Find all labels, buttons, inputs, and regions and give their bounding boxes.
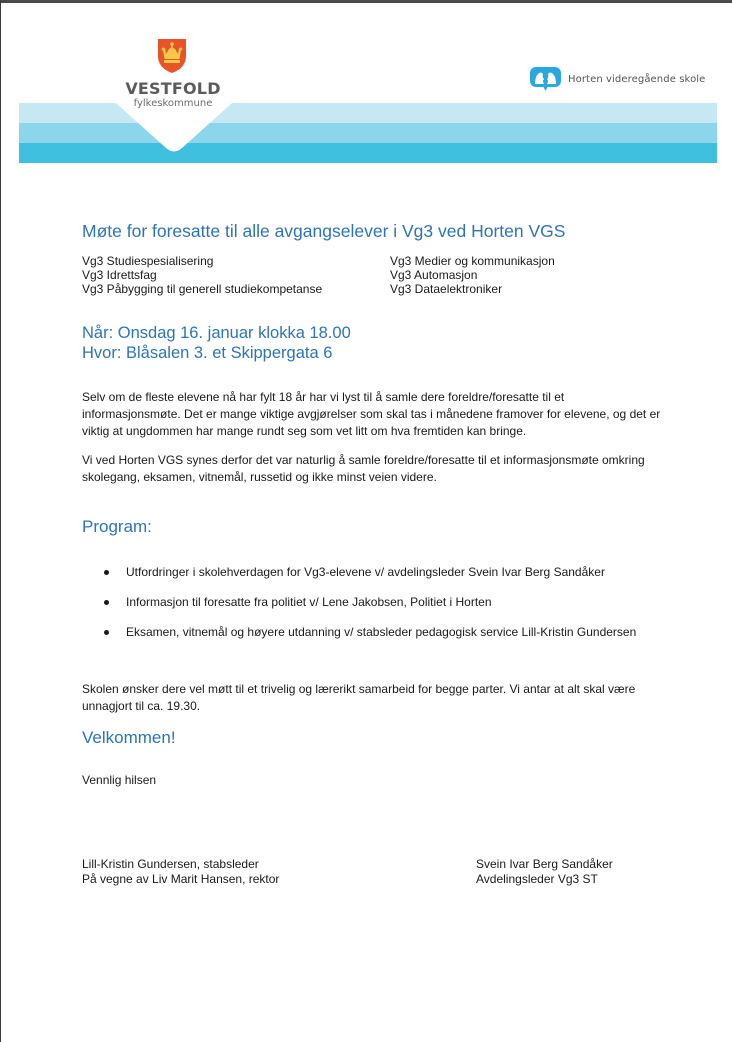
vestfold-subtitle: fylkeskommune	[133, 98, 213, 109]
signature-left	[82, 857, 279, 887]
closing-paragraph: Skolen ønsker dere vel møtt til et trivelig og lærerikt samarbeid for begge parter. Vi antar at alt skal være unnagjort til ca. 19.30.	[82, 682, 636, 713]
signature-line: På vegne av Liv Marit Hansen, rektor	[82, 872, 280, 886]
purpose-paragraph: Vi ved Horten VGS synes derfor det var naturlig å samle foreldre/foresatte til et informasjonsmøte omkring skolegang, eksamen, vitnemål, russetid og ikke minst veien videre.	[82, 453, 645, 484]
meeting-details	[82, 323, 351, 363]
viewer-left-edge	[0, 0, 1, 1042]
intro-paragraph: Selv om de fleste elevene nå har fylt 18 år har vi lyst til å samle dere foreldre/foresatte til et informasjonsmøte. Det er mange viktige avgjørelser som skal tas i månedene framover for elevene, og det er viktig at ungdommen har mange rundt seg som vet litt om hva fremtiden kan bringe.	[82, 390, 661, 438]
program-heading: Program:	[82, 517, 152, 536]
program-item: Vg3 Studiespesialisering	[82, 254, 214, 268]
banner-stripe-dark	[19, 143, 717, 163]
program-item: Vg3 Påbygging til generell studiekompetanse	[82, 282, 323, 296]
program-item: Vg3 Dataelektroniker	[390, 282, 503, 296]
bullet-icon	[104, 600, 109, 605]
agenda-item-text: Utfordringer i skolehverdagen for Vg3-elevene v/ avdelingsleder Svein Ivar Berg Sandåker	[126, 565, 605, 579]
greeting: Vennlig hilsen	[82, 773, 157, 787]
meeting-time: Når: Onsdag 16. januar klokka 18.00	[82, 324, 351, 342]
two-faces-speech-bubble-icon	[529, 66, 562, 92]
program-item: Vg3 Idrettsfag	[82, 268, 157, 282]
agenda-item-text: Eksamen, vitnemål og høyere utdanning v/ stabsleder pedagogisk service Lill-Kristin Gundersen	[126, 625, 637, 639]
bullet-icon	[104, 630, 109, 635]
horten-vgs-logo	[529, 66, 705, 92]
program-item: Vg3 Automasjon	[390, 268, 478, 282]
agenda-item-text: Informasjon til foresatte fra politiet v/ Lene Jakobsen, Politiet i Horten	[126, 595, 492, 609]
horten-vgs-name: Horten videregående skole	[568, 73, 706, 85]
bullet-icon	[104, 570, 109, 575]
signature-line: Avdelingsleder Vg3 ST	[476, 872, 598, 886]
signature-line: Svein Ivar Berg Sandåker	[476, 857, 613, 871]
program-list-left	[82, 254, 322, 296]
welcome-heading: Velkommen!	[82, 728, 176, 747]
document-title: Møte for foresatte til alle avgangselever i Vg3 ved Horten VGS	[82, 221, 566, 241]
signature-right	[476, 857, 613, 887]
program-list-right	[390, 254, 555, 296]
header-banner	[19, 103, 717, 163]
viewer-top-bar	[0, 0, 732, 3]
program-item: Vg3 Medier og kommunikasjon	[390, 254, 555, 268]
coat-of-arms-crown-icon	[156, 38, 188, 74]
signature-line: Lill-Kristin Gundersen, stabsleder	[82, 857, 259, 871]
banner-stripe-mid	[19, 123, 717, 143]
vestfold-wordmark: VESTFOLD	[125, 79, 221, 98]
meeting-location: Hvor: Blåsalen 3. et Skippergata 6	[82, 344, 333, 362]
